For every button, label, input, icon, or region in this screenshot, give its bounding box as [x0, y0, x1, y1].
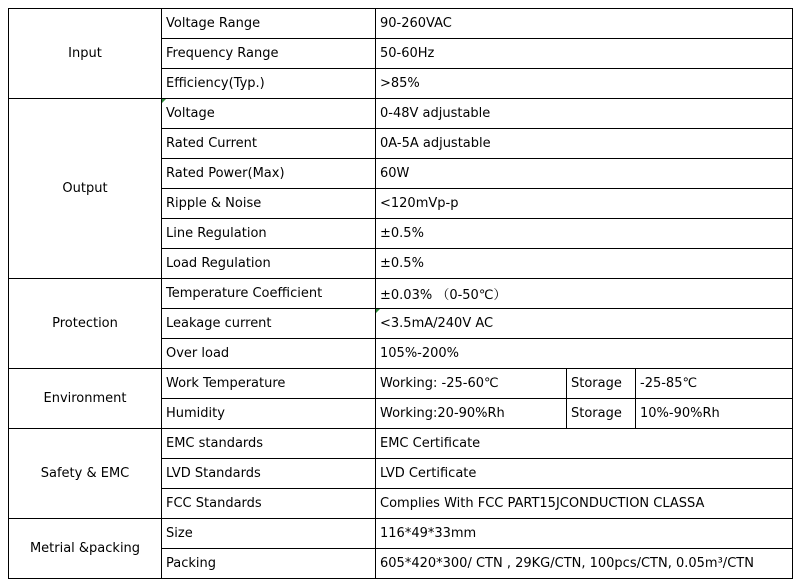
- work-storage-label: Storage: [567, 369, 636, 399]
- over-load-value: 105%-200%: [376, 339, 793, 369]
- frequency-range-value: 50-60Hz: [376, 39, 793, 69]
- table-row: [9, 279, 793, 309]
- table-row: [9, 99, 793, 129]
- group-environment: Environment: [9, 369, 162, 429]
- humidity-label: Humidity: [162, 399, 376, 429]
- voltage-label: Voltage: [162, 99, 376, 129]
- lvd-value: LVD Certificate: [376, 459, 793, 489]
- table-row: [9, 9, 793, 39]
- line-regulation-label: Line Regulation: [162, 219, 376, 249]
- packing-value: 605*420*300/ CTN , 29KG/CTN, 100pcs/CTN, 0.05m³/CTN: [376, 549, 793, 579]
- rated-current-value: 0A-5A adjustable: [376, 129, 793, 159]
- work-storage-value: -25-85℃: [636, 369, 793, 399]
- size-label: Size: [162, 519, 376, 549]
- group-output: Output: [9, 99, 162, 279]
- over-load-label: Over load: [162, 339, 376, 369]
- ripple-noise-label: Ripple & Noise: [162, 189, 376, 219]
- load-regulation-value: ±0.5%: [376, 249, 793, 279]
- rated-current-label: Rated Current: [162, 129, 376, 159]
- efficiency-label: Efficiency(Typ.): [162, 69, 376, 99]
- table-row: [9, 429, 793, 459]
- load-regulation-label: Load Regulation: [162, 249, 376, 279]
- size-value: 116*49*33mm: [376, 519, 793, 549]
- fcc-value: Complies With FCC PART15JCONDUCTION CLASSA: [376, 489, 793, 519]
- voltage-value: 0-48V adjustable: [376, 99, 793, 129]
- humidity-storage-value: 10%-90%Rh: [636, 399, 793, 429]
- temp-coefficient-label: Temperature Coefficient: [162, 279, 376, 309]
- work-temperature-label: Work Temperature: [162, 369, 376, 399]
- group-protection: Protection: [9, 279, 162, 369]
- ripple-noise-value: <120mVp-p: [376, 189, 793, 219]
- emc-value: EMC Certificate: [376, 429, 793, 459]
- group-safety-emc: Safety & EMC: [9, 429, 162, 519]
- group-packing: Metrial &packing: [9, 519, 162, 579]
- voltage-range-value: 90-260VAC: [376, 9, 793, 39]
- emc-label: EMC standards: [162, 429, 376, 459]
- voltage-range-label: Voltage Range: [162, 9, 376, 39]
- work-temperature-value: Working: -25-60℃: [376, 369, 567, 399]
- lvd-label: LVD Standards: [162, 459, 376, 489]
- group-input: Input: [9, 9, 162, 99]
- spec-table: [8, 8, 793, 579]
- rated-power-label: Rated Power(Max): [162, 159, 376, 189]
- rated-power-value: 60W: [376, 159, 793, 189]
- table-row: [9, 369, 793, 399]
- leakage-current-label: Leakage current: [162, 309, 376, 339]
- leakage-current-value: <3.5mA/240V AC: [376, 309, 793, 339]
- line-regulation-value: ±0.5%: [376, 219, 793, 249]
- humidity-value: Working:20-90%Rh: [376, 399, 567, 429]
- frequency-range-label: Frequency Range: [162, 39, 376, 69]
- table-row: [9, 519, 793, 549]
- efficiency-value: >85%: [376, 69, 793, 99]
- fcc-label: FCC Standards: [162, 489, 376, 519]
- humidity-storage-label: Storage: [567, 399, 636, 429]
- packing-label: Packing: [162, 549, 376, 579]
- temp-coefficient-value: ±0.03% （0-50℃）: [376, 279, 793, 309]
